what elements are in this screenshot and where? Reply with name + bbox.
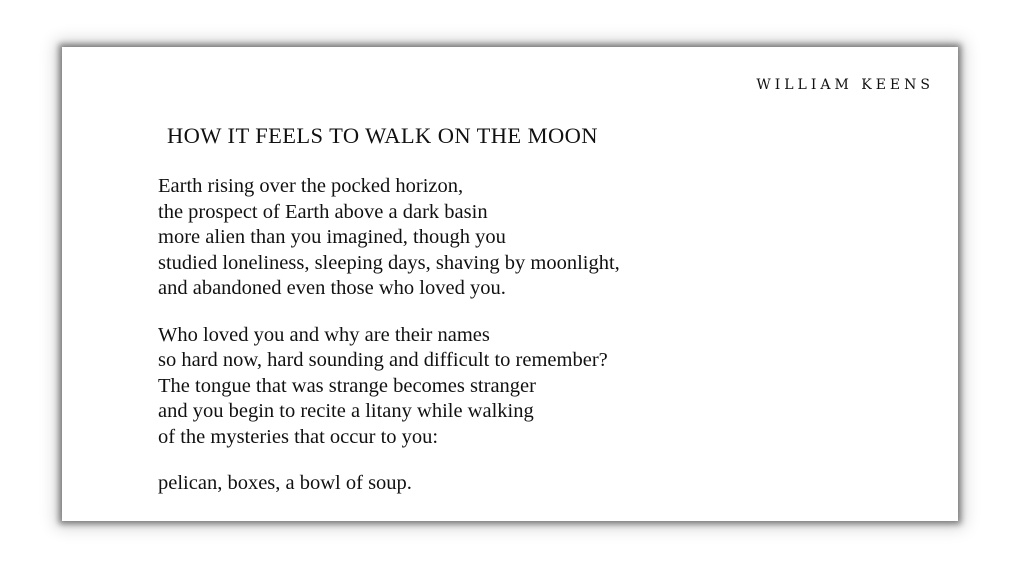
poem-line: the prospect of Earth above a dark basin: [158, 200, 488, 223]
stanza-2: [158, 323, 620, 451]
poem-line: Earth rising over the pocked horizon,: [158, 175, 464, 197]
poem-line: of the mysteries that occur to you:: [158, 425, 439, 448]
poem-line: The tongue that was strange becomes stranger: [158, 374, 536, 397]
poem-line: pelican, boxes, a bowl of soup.: [158, 472, 412, 494]
stanza-3: [158, 471, 620, 497]
poem-line: so hard now, hard sounding and difficult to remember?: [158, 349, 608, 371]
author-name: WILLIAM KEENS: [756, 77, 934, 93]
poem-line: more alien than you imagined, though you: [158, 226, 506, 248]
poem-body: [158, 174, 620, 518]
poem-line: studied loneliness, sleeping days, shaving by moonlight,: [158, 251, 620, 274]
poem-line: and abandoned even those who loved you.: [158, 277, 506, 299]
poem-title: HOW IT FEELS TO WALK ON THE MOON: [167, 123, 598, 148]
stanza-1: [158, 174, 620, 302]
poem-line: and you begin to recite a litany while walking: [158, 400, 534, 422]
poem-page: [62, 47, 958, 521]
poem-line: Who loved you and why are their names: [158, 323, 490, 346]
